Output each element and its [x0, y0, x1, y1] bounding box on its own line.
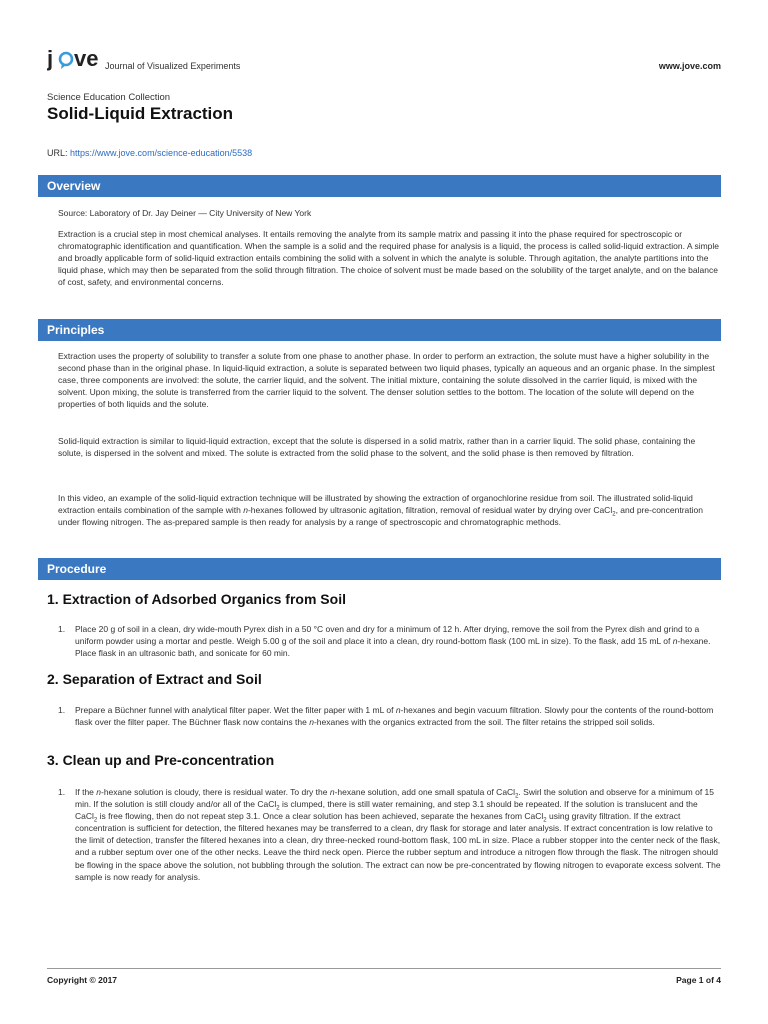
step-text: If the n-hexane solution is cloudy, there is residual water. To dry the n-hexane solution, add one small spatula of CaCl$_2$. Swirl the solution and observe for a minimum of 15 min. If the solution is still cloudy and/or all of the CaCl$_2$ is clumped, there is still water remaining, and step 3.1 should be repeated. If the solution is translucent and the CaCl$_2$ is free flowing, then do not repeat step 3.1. Once a clear solution has been achieved, separate the hexanes from CaCl$_2$ using gravity filtration. If the extract concentration is sufficient for detection, the filtered hexanes may be transferred to a clean, dry flask for storage and later analysis. If extract concentration is low relative to the limit of detection, transfer the filtered hexanes into a clean, dry three-necked round-bottom flask, 100 mL in size. Place a rubber stopper into the center neck of the flask, and a rubber septum over one of the other necks. Leave the third neck open. Pierce the rubber septum and introduce a nitrogen flow through the flask. The nitrogen should be flowing in the space above the solution, not bubbling through the solution. The extract can now be pre-concentrated by flowing nitrogen to evaporate excess solvent. The sample is now ready for analysis.	[75, 787, 721, 882]
step-2-heading: 2. Separation of Extract and Soil	[47, 671, 262, 687]
page-number: Page 1 of 4	[676, 975, 721, 985]
footer-divider	[47, 968, 721, 969]
procedure-section-bar: Procedure	[38, 558, 721, 580]
overview-section-bar: Overview	[38, 175, 721, 197]
svg-text:j: j	[47, 46, 54, 71]
url-line	[47, 148, 252, 158]
journal-name: Journal of Visualized Experiments	[105, 61, 241, 71]
step-number: 1.	[58, 787, 66, 797]
collection-label: Science Education Collection	[47, 92, 171, 103]
overview-source: Source: Laboratory of Dr. Jay Deiner — City University of New York	[58, 208, 312, 218]
overview-text: Extraction is a crucial step in most chemical analyses. It entails removing the analyte from its sample matrix and passing it into the phase required for spectroscopic or chromatographic identification and quantification. When the sample is a solid and the required phase for analysis is a liquid, the process is called solid-liquid extraction. A simple and broadly applicable form of solid-liquid extraction entails combining the solid with a solvent in which the analyte is soluble. Through agitation, the analyte partitions into the liquid phase, which may then be separated from the solid through filtration. The choice of solvent must be made based on the solubility of the target analyte, and on the balance of cost, safety, and environmental concerns.	[58, 229, 720, 288]
step-3-heading: 3. Clean up and Pre-concentration	[47, 752, 275, 768]
svg-text:ve: ve	[74, 46, 99, 71]
page-header	[47, 46, 721, 78]
url-label: URL:	[47, 148, 68, 158]
copyright: Copyright © 2017	[47, 975, 118, 985]
step-text: Prepare a Büchner funnel with analytical filter paper. Wet the filter paper with 1 mL of n-hexanes and begin vacuum filtration. Slowly pour the contents of the round-bottom flask over the filter paper. The Büchner flask now contains the n-hexanes with the organics extracted from the soil. The filter retains the stripped soil solids.	[75, 705, 714, 728]
step-text: Place 20 g of soil in a clean, dry wide-mouth Pyrex dish in a 50 °C oven and dry for a minimum of 12 h. After drying, remove the soil from the Pyrex dish and grind to a uniform powder using a mortar and pestle. Weigh 5.00 g of the soil and place it into a clean, dry round-bottom flask (100 mL in size). To the flask, add 15 mL of n-hexane. Place flask in an ultrasonic bath, and sonicate for 60 min.	[75, 624, 711, 659]
principles-paragraph-1: Extraction uses the property of solubility to transfer a solute from one phase to another phase. In order to perform an extraction, the solute must have a higher solubility in the second phase than in the original phase. In liquid-liquid extraction, a solute is separated between two liquid phases, typically an aqueous and an organic phase. In the simplest case, three components are involved: the solute, the carrier liquid, and the solvent. The initial mixture, containing the solute dissolved in the carrier liquid, is mixed with the solvent. Upon mixing, the solute is transferred from the carrier liquid to the solvent. The denser solution settles to the bottom. The location of the solute will depend on the properties of both liquids and the solute.	[58, 351, 715, 410]
step-1-heading: 1. Extraction of Adsorbed Organics from Soil	[47, 591, 346, 607]
step-number: 1.	[58, 705, 66, 715]
step-number: 1.	[58, 624, 66, 634]
principles-section-bar: Principles	[38, 319, 721, 341]
jove-logo	[47, 46, 103, 76]
principles-paragraph-2: Solid-liquid extraction is similar to liquid-liquid extraction, except that the solute is dispersed in a solid matrix, rather than in a carrier liquid. The solid phase, containing the solute, is dispersed in the solvent and mixed. The solute is extracted from the solid phase to the solvent, and the solid phase is then removed by filtration.	[58, 436, 696, 459]
page-title: Solid-Liquid Extraction	[47, 104, 234, 123]
site-url[interactable]: www.jove.com	[658, 61, 721, 71]
principles-paragraph-3: In this video, an example of the solid-liquid extraction technique will be illustrated by showing the extraction of organochlorine residue from soil. The illustrated solid-liquid extraction entails combination of the sample with n-hexanes followed by ultrasonic agitation, filtration, removal of residual water by drying over CaCl$_2$, and pre-concentration under flowing nitrogen. The as-prepared sample is then ready for analysis by a range of spectroscopic and chromatographic methods.	[58, 493, 703, 528]
article-url-link[interactable]: https://www.jove.com/science-education/5538	[70, 148, 253, 158]
